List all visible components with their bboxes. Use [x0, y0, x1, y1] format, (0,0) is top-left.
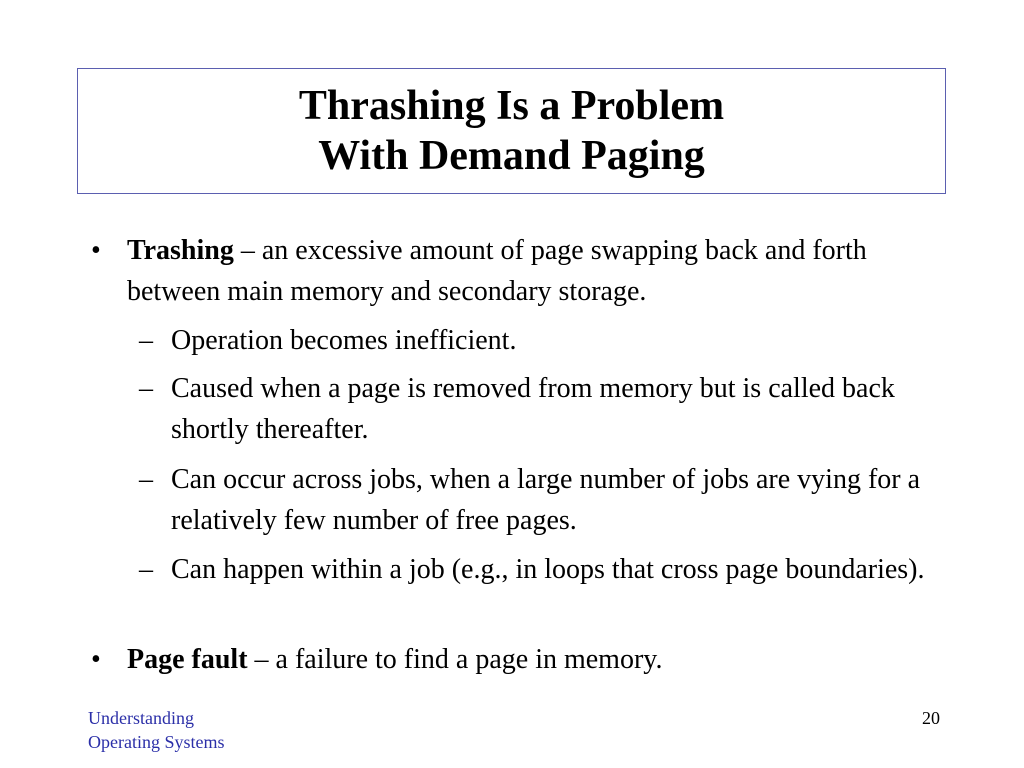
subbullet-text: Caused when a page is removed from memory but is called back shortly thereafter. [171, 373, 895, 445]
bullet-marker: • [91, 644, 101, 675]
bullet-page-fault [91, 639, 927, 680]
dash-marker: – [139, 373, 153, 404]
dash-marker: – [139, 554, 153, 585]
slide-title-line-1: Thrashing Is a Problem [298, 83, 725, 129]
bullet-text: – an excessive amount of page swapping back and forth between main memory and secondary storage. [127, 235, 867, 307]
subbullet-text: Can occur across jobs, when a large number of jobs are vying for a relatively few number of free pages. [171, 464, 921, 536]
subbullet-3 [139, 459, 941, 541]
footer-line-2: Operating Systems [88, 732, 225, 752]
page-number: 20 [922, 708, 940, 728]
bullet-trashing [91, 230, 927, 312]
subbullet-text: Can happen within a job (e.g., in loops that cross page boundaries). [171, 554, 925, 585]
footer-course-title [88, 706, 225, 754]
slide-title-line-2: With Demand Paging [318, 133, 705, 179]
bullet-term: Trashing [127, 235, 234, 266]
dash-marker: – [139, 464, 153, 495]
bullet-text: – a failure to find a page in memory. [247, 644, 663, 675]
dash-marker: – [139, 325, 153, 356]
subbullet-4 [139, 549, 931, 590]
bullet-marker: • [91, 235, 101, 266]
footer-line-1: Understanding [88, 708, 194, 728]
bullet-term: Page fault [127, 644, 248, 675]
subbullet-text: Operation becomes inefficient. [171, 325, 517, 356]
subbullet-1 [139, 320, 931, 361]
subbullet-2 [139, 368, 931, 450]
